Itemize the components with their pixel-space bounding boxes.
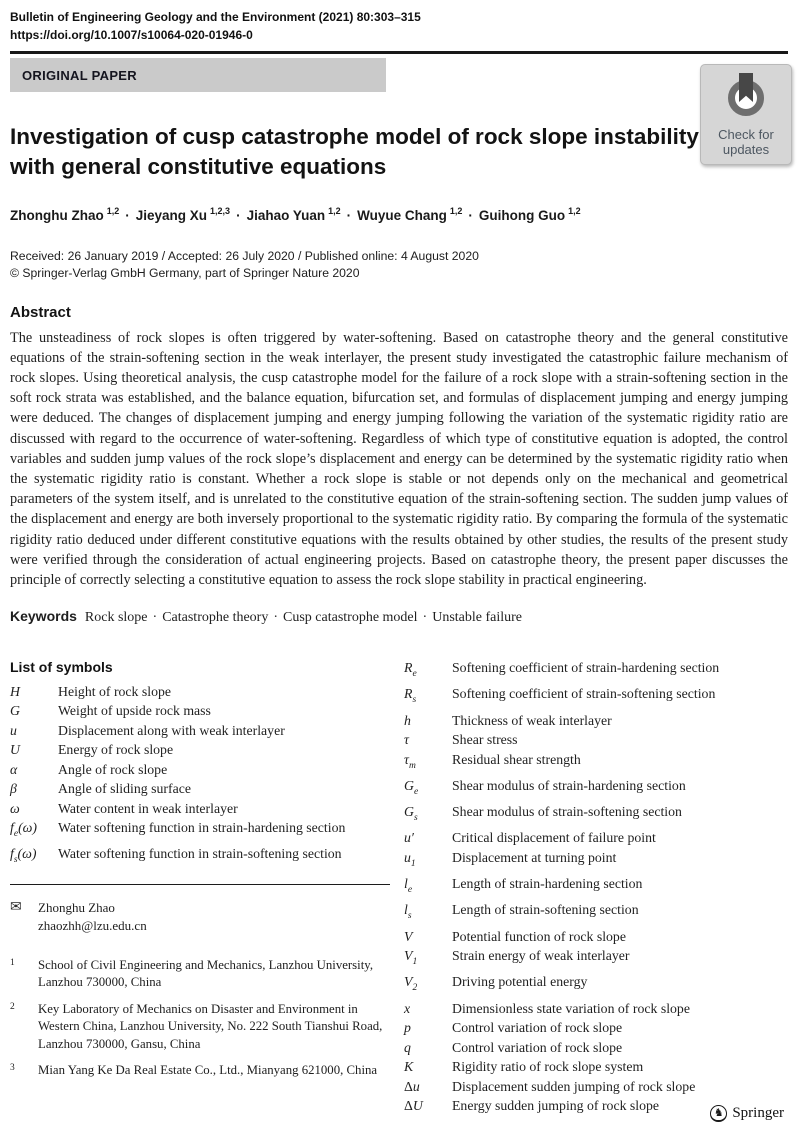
keyword: Rock slope — [84, 610, 148, 626]
affiliation-number: 2 — [10, 1001, 15, 1012]
affiliation-number: 3 — [10, 1063, 15, 1074]
abstract-text: The unsteadiness of rock slopes is often triggered by water-softening. Based on catastrophe theory and the general constitutive equations of the strain-softening section in the weak interlayer, the present study investigated the catastrophic failure mechanism of rock slopes. Using theoretical analysis, the cusp catastrophe model for the failure of a rock slope with a strain-softening section in the soft rock strata was established, and the balance equation, bifurcation set, and formulas of displacement jumping and energy jumping were deduced. The changes of displacement jumping and energy jumping following the variation of the systematic rigidity ratio are discussed with regard to the occurrence of water-softening. Regardless of which type of constitutive equation is adopted, the control variables and sudden jump values of the rock slope’s displacement and energy can be determined by the systematic rigidity ratio when the systematic rigidity ratio is constant. Whether a rock slope is stable or not depends only on the mechanical and geometrical parameters of the system itself, and is unrelated to the constitutive equation of the strain-softening section. The sudden jump values of the displacement and energy are both inversely proportional to the systematic rigidity ratio. By comparing the formula of the systematic rigidity ratio deduced under different constitutive equations with the results obtained by other studies, the results of the present study were verified through the consideration of actual engineering projects. Based on catastrophe theory, the present paper discusses the principle of correctly selecting a constitutive equation to assess the rock slope stability in practical engineering. — [10, 329, 788, 588]
symbol-row — [404, 848, 778, 874]
abstract-heading: Abstract — [10, 303, 71, 321]
symbol: U — [10, 742, 20, 758]
symbol: $R_s$ — [404, 686, 417, 706]
symbol-row — [10, 799, 390, 819]
symbol-row — [404, 802, 778, 828]
symbol: u′ — [404, 830, 414, 846]
copyright-line: © Springer-Verlag GmbH Germany, part of Springer Nature 2020 — [10, 265, 360, 280]
correspondence-block — [10, 899, 390, 935]
keywords-items — [85, 610, 522, 625]
symbol: ω — [10, 800, 20, 816]
author-name: Jiahao Yuan — [246, 207, 326, 223]
symbol-description: Displacement along with weak interlayer — [58, 722, 285, 738]
symbol-description: Weight of upside rock mass — [58, 703, 211, 719]
symbol-description: Residual shear strength — [452, 751, 581, 767]
author-separator: · — [346, 207, 352, 223]
symbol-row — [404, 874, 778, 900]
symbol-description: Driving potential energy — [452, 974, 588, 990]
author-separator: · — [468, 207, 473, 223]
author-name: Guihong Guo — [478, 207, 566, 223]
header-rule — [10, 51, 788, 54]
springer-logo-icon: ♞ — [710, 1105, 727, 1122]
symbol-description: Strain energy of weak interlayer — [452, 948, 630, 964]
symbol-row — [10, 721, 390, 741]
symbol-description: Water content in weak interlayer — [58, 800, 238, 816]
symbol-row — [404, 1038, 778, 1058]
symbol-description: Angle of rock slope — [58, 761, 168, 777]
symbol-description: Length of strain-softening section — [452, 902, 639, 918]
symbol-row — [10, 818, 390, 844]
envelope-icon: ✉ — [10, 899, 22, 915]
symbol: $R_e$ — [404, 660, 417, 679]
author — [479, 208, 581, 223]
symbol: $f_s(\omega)$ — [10, 846, 37, 866]
symbol: $f_e(\omega)$ — [10, 820, 37, 839]
symbol-row — [10, 740, 390, 760]
symbol-description: Height of rock slope — [58, 683, 172, 699]
affiliation-text: Mian Yang Ke Da Real Estate Co., Ltd., Mianyang 621000, China — [38, 1063, 378, 1078]
corresponding-author-email[interactable]: zhaozhh@lzu.edu.cn — [38, 917, 147, 933]
affiliation-text: School of Civil Engineering and Mechanics, Lanzhou University, Lanzhou 730000, China — [38, 957, 374, 990]
symbol-description: Angle of sliding surface — [58, 781, 191, 797]
symbol: u — [10, 722, 17, 738]
symbol: τ — [404, 732, 409, 748]
symbol-row — [404, 1018, 778, 1038]
symbol-description: Shear stress — [452, 732, 518, 748]
author-name: Zhonghu Zhao — [10, 207, 104, 223]
symbol-description: Displacement sudden jumping of rock slope — [452, 1078, 696, 1094]
symbol: $G_s$ — [404, 804, 418, 823]
symbol: $V_1$ — [404, 948, 418, 967]
symbol-description: Potential function of rock slope — [452, 928, 626, 944]
symbols-heading: List of symbols — [10, 659, 113, 676]
symbol-row — [10, 779, 390, 799]
affiliation — [10, 1001, 390, 1054]
symbol: V — [404, 928, 413, 944]
author-affiliation-sup: 1,2 — [449, 206, 463, 216]
symbol-row — [404, 711, 778, 731]
symbol-description: Thickness of weak interlayer — [452, 712, 612, 728]
author-separator: · — [236, 207, 241, 223]
symbol-row — [404, 1077, 778, 1097]
received-accepted-line: Received: 26 January 2019 / Accepted: 26 July 2020 / Published online: 4 August 2020 — [10, 248, 479, 263]
symbol-description: Control variation of rock slope — [452, 1039, 623, 1055]
symbol: $V_2$ — [404, 974, 418, 994]
symbol: x — [404, 1000, 411, 1016]
doi-link[interactable]: https://doi.org/10.1007/s10064-020-01946-0 — [10, 28, 253, 42]
keyword: Catastrophe theory — [162, 610, 269, 626]
keyword: Unstable failure — [432, 610, 523, 626]
keyword-separator: · — [422, 610, 428, 626]
symbol-row — [10, 701, 390, 721]
authors-line — [10, 206, 788, 223]
symbol-row — [404, 999, 778, 1019]
publisher-name: Springer — [732, 1105, 784, 1121]
keywords-label: Keywords — [10, 608, 77, 625]
keyword-separator: · — [273, 610, 279, 626]
symbol: $\tau_m$ — [404, 751, 416, 771]
symbol-description: Shear modulus of strain-hardening section — [452, 777, 686, 793]
symbols-left-column — [10, 658, 390, 1116]
symbol-row — [10, 844, 390, 870]
author-affiliation-sup: 1,2 — [106, 206, 120, 216]
author — [357, 208, 462, 223]
symbol: q — [404, 1039, 411, 1055]
symbol-row — [404, 927, 778, 947]
affiliation — [10, 1062, 390, 1080]
symbol-row — [10, 682, 390, 702]
symbol: α — [10, 761, 18, 777]
symbol: $l_s$ — [404, 902, 412, 922]
footnote-separator — [10, 884, 390, 885]
symbol: h — [404, 712, 411, 728]
symbol: $G_e$ — [404, 777, 419, 797]
keywords-line — [10, 608, 788, 626]
affiliation-number: 1 — [10, 957, 15, 968]
symbol-row — [404, 946, 778, 972]
symbol: G — [10, 703, 20, 719]
affiliations-list — [10, 957, 390, 1080]
symbol-row — [404, 750, 778, 776]
symbol: p — [404, 1020, 411, 1036]
symbol-row — [404, 658, 778, 684]
author-affiliation-sup: 1,2 — [568, 206, 581, 216]
check-for-updates-badge[interactable] — [700, 64, 792, 165]
symbol-description: Softening coefficient of strain-hardening section — [452, 660, 720, 676]
author-affiliation-sup: 1,2,3 — [210, 206, 231, 216]
symbol-row — [404, 776, 778, 802]
symbol: ΔU — [404, 1098, 423, 1114]
symbol-row — [404, 828, 778, 848]
author — [247, 208, 341, 223]
symbol: $l_e$ — [404, 876, 413, 895]
symbol-row — [404, 972, 778, 998]
symbol-row — [10, 760, 390, 780]
corresponding-author-name: Zhonghu Zhao — [38, 899, 115, 915]
author — [136, 208, 230, 223]
symbol-description: Softening coefficient of strain-softening section — [452, 686, 716, 702]
paper-title: Investigation of cusp catastrophe model of rock slope instability with general constitutive equations — [10, 124, 699, 179]
symbol-description: Energy of rock slope — [58, 742, 174, 758]
symbol: $u_1$ — [404, 849, 416, 869]
author — [10, 208, 119, 223]
symbol-description: Length of strain-hardening section — [452, 876, 643, 892]
author-name: Jieyang Xu — [135, 207, 208, 223]
symbol-row — [404, 900, 778, 926]
symbol-description: Displacement at turning point — [452, 849, 617, 865]
journal-title: Bulletin of Engineering Geology and the Environment (2021) 80:303–315 — [10, 10, 421, 24]
list-of-symbols — [10, 658, 788, 1116]
symbols-right-column — [404, 658, 778, 1116]
symbol-description: Critical displacement of failure point — [452, 830, 656, 846]
affiliation-text: Key Laboratory of Mechanics on Disaster and Environment in Western China, Lanzhou University, No. 222 South Tianshui Road, Lanzhou 730000, Gansu, China — [38, 1001, 383, 1051]
symbol-row — [404, 684, 778, 710]
symbol-row — [404, 1057, 778, 1077]
article-type-label: ORIGINAL PAPER — [22, 67, 137, 83]
check-for-updates-icon — [723, 105, 769, 122]
article-type-badge — [10, 58, 386, 92]
symbol-row — [404, 730, 778, 750]
symbol-description: Shear modulus of strain-softening section — [452, 804, 682, 820]
symbol-description: Energy sudden jumping of rock slope — [452, 1098, 660, 1114]
symbol-description: Dimensionless state variation of rock slope — [452, 1000, 690, 1016]
symbol-description: Water softening function in strain-hardening section — [58, 820, 346, 836]
author-affiliation-sup: 1,2 — [328, 206, 341, 216]
symbol: β — [10, 781, 17, 797]
check-for-updates-label: Check for updates — [718, 127, 774, 157]
author-separator: · — [125, 207, 130, 223]
symbol-description: Control variation of rock slope — [452, 1020, 623, 1036]
symbol-description: Rigidity ratio of rock slope system — [452, 1059, 644, 1075]
symbol: H — [10, 683, 20, 699]
keyword-separator: · — [152, 610, 158, 626]
keyword: Cusp catastrophe model — [283, 610, 418, 626]
author-name: Wuyue Chang — [357, 207, 447, 223]
publisher-footer — [710, 1105, 784, 1122]
symbol: K — [404, 1059, 414, 1075]
symbol-description: Water softening function in strain-softening section — [58, 846, 342, 862]
symbol: Δu — [404, 1078, 420, 1094]
affiliation — [10, 957, 390, 992]
